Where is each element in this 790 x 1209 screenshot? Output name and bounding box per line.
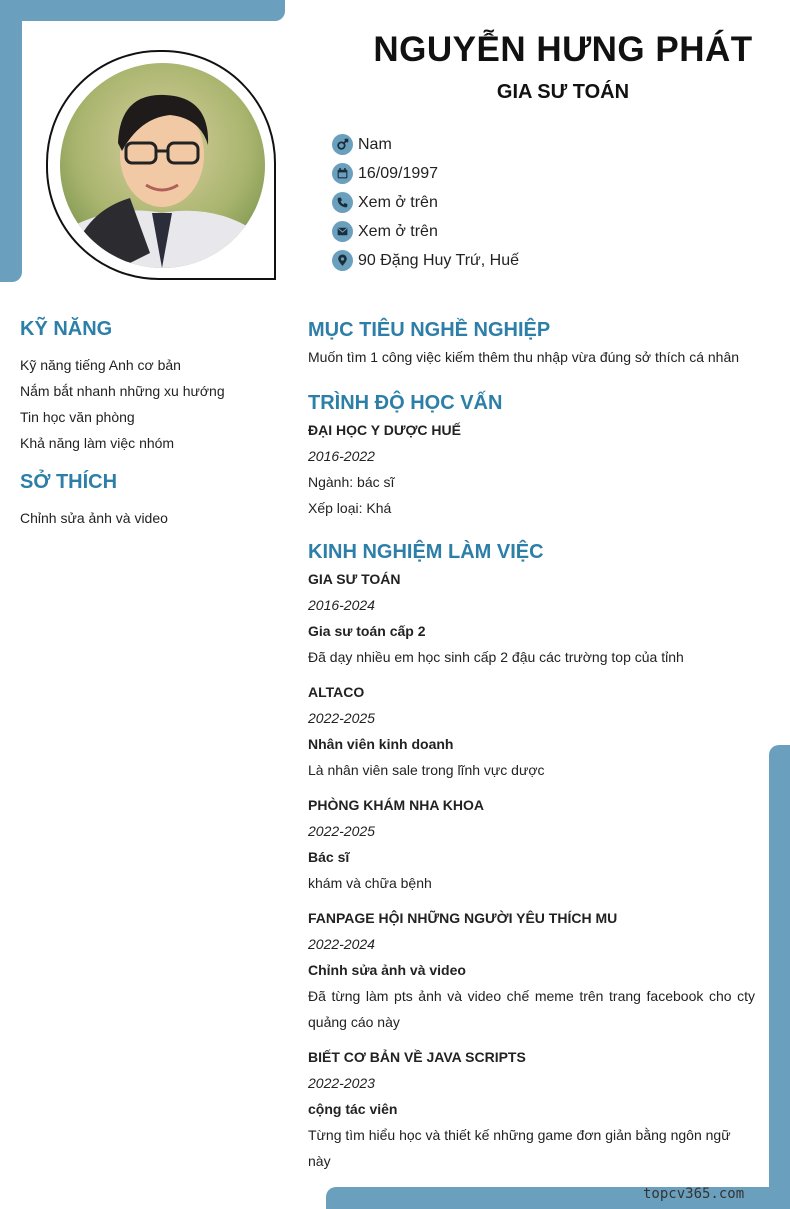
education-major: Ngành: bác sĩ (308, 474, 395, 490)
experience-company: PHÒNG KHÁM NHA KHOA (308, 797, 485, 813)
right-column (308, 316, 755, 1169)
experience-period: 2022-2025 (308, 710, 375, 726)
experience-entry (308, 566, 755, 670)
calendar-icon (332, 163, 353, 184)
experience-desc: khám và chữa bệnh (308, 875, 432, 891)
experience-period: 2022-2024 (308, 936, 375, 952)
contact-birthday (332, 159, 519, 188)
contact-address-text: 90 Đặng Huy Trứ, Huế (358, 251, 520, 269)
skill-item: Nắm bắt nhanh những xu hướng (20, 383, 225, 399)
objective-heading: MỤC TIÊU NGHỀ NGHIỆP (308, 319, 551, 341)
decor-bar-right (769, 745, 790, 1209)
experience-role: Gia sư toán cấp 2 (308, 623, 426, 639)
experience-company: GIA SƯ TOÁN (308, 571, 401, 587)
job-title: GIA SƯ TOÁN (496, 81, 630, 103)
education-grade: Xếp loại: Khá (308, 500, 392, 516)
experience-heading: KINH NGHIỆM LÀM VIỆC (308, 541, 544, 563)
experience-desc: Từng tìm hiểu học và thiết kế những game đơn giản bằng ngôn ngữ này (308, 1127, 731, 1169)
experience-desc: Đã dạy nhiều em học sinh cấp 2 đậu các trường top của tỉnh (308, 649, 684, 665)
contact-phone-text: Xem ở trên (358, 193, 438, 211)
email-icon (332, 221, 353, 242)
experience-role: Nhân viên kinh doanh (308, 736, 454, 752)
education-period: 2016-2022 (308, 448, 375, 464)
experience-entry (308, 679, 755, 783)
experience-desc: Là nhân viên sale trong lĩnh vực dược (308, 762, 545, 778)
contact-email-text: Xem ở trên (358, 222, 438, 240)
skill-item: Tin học văn phòng (20, 409, 135, 425)
decor-bar-top (0, 0, 285, 21)
experience-period: 2022-2023 (308, 1075, 375, 1091)
experience-company: ALTACO (308, 684, 365, 700)
phone-icon (332, 192, 353, 213)
experience-entry (308, 792, 755, 896)
watermark: topcv365.com (643, 1186, 745, 1202)
location-icon (332, 250, 353, 271)
experience-entry (308, 905, 755, 1035)
experience-entry (308, 1044, 755, 1169)
contact-gender (332, 130, 519, 159)
avatar (60, 63, 265, 268)
experience-role: cộng tác viên (308, 1101, 398, 1117)
experience-period: 2016-2024 (308, 597, 375, 613)
objective-text: Muốn tìm 1 công việc kiếm thêm thu nhập vừa đúng sở thích cá nhân (308, 349, 740, 365)
contact-phone (332, 188, 519, 217)
contact-gender-text: Nam (358, 135, 392, 153)
experience-period: 2022-2025 (308, 823, 375, 839)
experience-role: Bác sĩ (308, 849, 350, 865)
avatar-frame (46, 50, 276, 280)
skill-item: Khả năng làm việc nhóm (20, 435, 175, 451)
left-column (20, 318, 290, 531)
contact-email (332, 217, 519, 246)
hobbies-heading: SỞ THÍCH (20, 471, 118, 493)
skills-heading: KỸ NĂNG (20, 318, 113, 340)
contact-birthday-text: 16/09/1997 (358, 164, 439, 182)
experience-desc: Đã từng làm pts ảnh và video chế meme trên trang facebook cho cty quảng cáo này (308, 988, 755, 1030)
decor-bar-left (0, 0, 22, 282)
experience-company: BIẾT CƠ BẢN VỀ JAVA SCRIPTS (308, 1049, 526, 1065)
education-school: ĐẠI HỌC Y DƯỢC HUẾ (308, 422, 461, 438)
contact-list (332, 130, 519, 275)
education-heading: TRÌNH ĐỘ HỌC VẤN (308, 392, 503, 414)
hobby-item: Chỉnh sửa ảnh và video (20, 510, 168, 526)
experience-role: Chỉnh sửa ảnh và video (308, 962, 466, 978)
skill-item: Kỹ năng tiếng Anh cơ bản (20, 357, 181, 373)
gender-icon (332, 134, 353, 155)
candidate-name: NGUYỄN HƯNG PHÁT (373, 30, 753, 69)
experience-company: FANPAGE HỘI NHỮNG NGƯỜI YÊU THÍCH MU (308, 910, 618, 926)
contact-address (332, 246, 519, 275)
